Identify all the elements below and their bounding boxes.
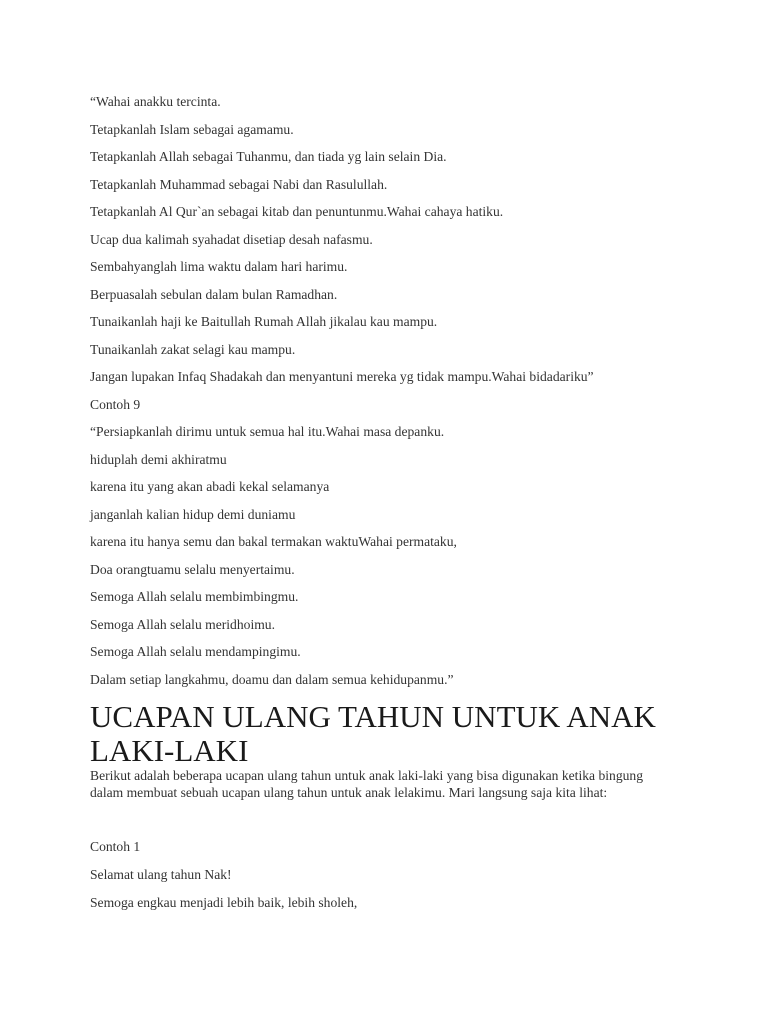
text-line: karena itu hanya semu dan bakal termakan waktuWahai permataku, xyxy=(90,534,457,549)
text-line: Tetapkanlah Al Qur`an sebagai kitab dan penuntunmu.Wahai cahaya hatiku. xyxy=(90,204,504,219)
text-line: Contoh 1 xyxy=(90,839,141,854)
text-line: Sembahyanglah lima waktu dalam hari harimu. xyxy=(90,259,348,274)
text-line: “Persiapkanlah dirimu untuk semua hal itu.Wahai masa depanku. xyxy=(90,424,445,439)
text-line: karena itu yang akan abadi kekal selamanya xyxy=(90,479,330,494)
text-line: Semoga Allah selalu meridhoimu. xyxy=(90,616,275,632)
text-line: Berpuasalah sebulan dalam bulan Ramadhan. xyxy=(90,286,338,302)
text-line: “Wahai anakku tercinta. xyxy=(90,94,221,109)
intro-paragraph: Berikut adalah beberapa ucapan ulang tahun untuk anak laki-laki yang bisa digunakan ketika bingung dalam membuat sebuah ucapan ulang tahun untuk anak lelakimu. Mari langsung saja kita lihat: xyxy=(90,768,644,800)
text-line: janganlah kalian hidup demi duniamu xyxy=(90,506,296,522)
text-line: Semoga Allah selalu membimbingmu. xyxy=(90,589,299,604)
section-heading: UCAPAN ULANG TAHUN UNTUK ANAK LAKI-LAKI xyxy=(90,699,656,768)
text-line: Tetapkanlah Islam sebagai agamamu. xyxy=(90,121,294,137)
text-line: hiduplah demi akhiratmu xyxy=(90,451,227,467)
text-line: Doa orangtuamu selalu menyertaimu. xyxy=(90,561,295,577)
text-line: Semoga Allah selalu mendampingimu. xyxy=(90,644,301,659)
text-line: Selamat ulang tahun Nak! xyxy=(90,867,232,882)
text-line: Contoh 9 xyxy=(90,396,141,412)
text-line: Dalam setiap langkahmu, doamu dan dalam semua kehidupanmu.” xyxy=(90,671,454,687)
text-line: Jangan lupakan Infaq Shadakah dan menyantuni mereka yg tidak mampu.Wahai bidadariku” xyxy=(90,369,594,384)
text-line: Tetapkanlah Muhammad sebagai Nabi dan Rasulullah. xyxy=(90,176,388,192)
text-line: Tetapkanlah Allah sebagai Tuhanmu, dan tiada yg lain selain Dia. xyxy=(90,149,447,164)
text-line: Tunaikanlah zakat selagi kau mampu. xyxy=(90,341,296,357)
text-line: Semoga engkau menjadi lebih baik, lebih sholeh, xyxy=(90,895,358,910)
text-line: Ucap dua kalimah syahadat disetiap desah nafasmu. xyxy=(90,231,373,247)
text-line: Tunaikanlah haji ke Baitullah Rumah Allah jikalau kau mampu. xyxy=(90,314,438,329)
